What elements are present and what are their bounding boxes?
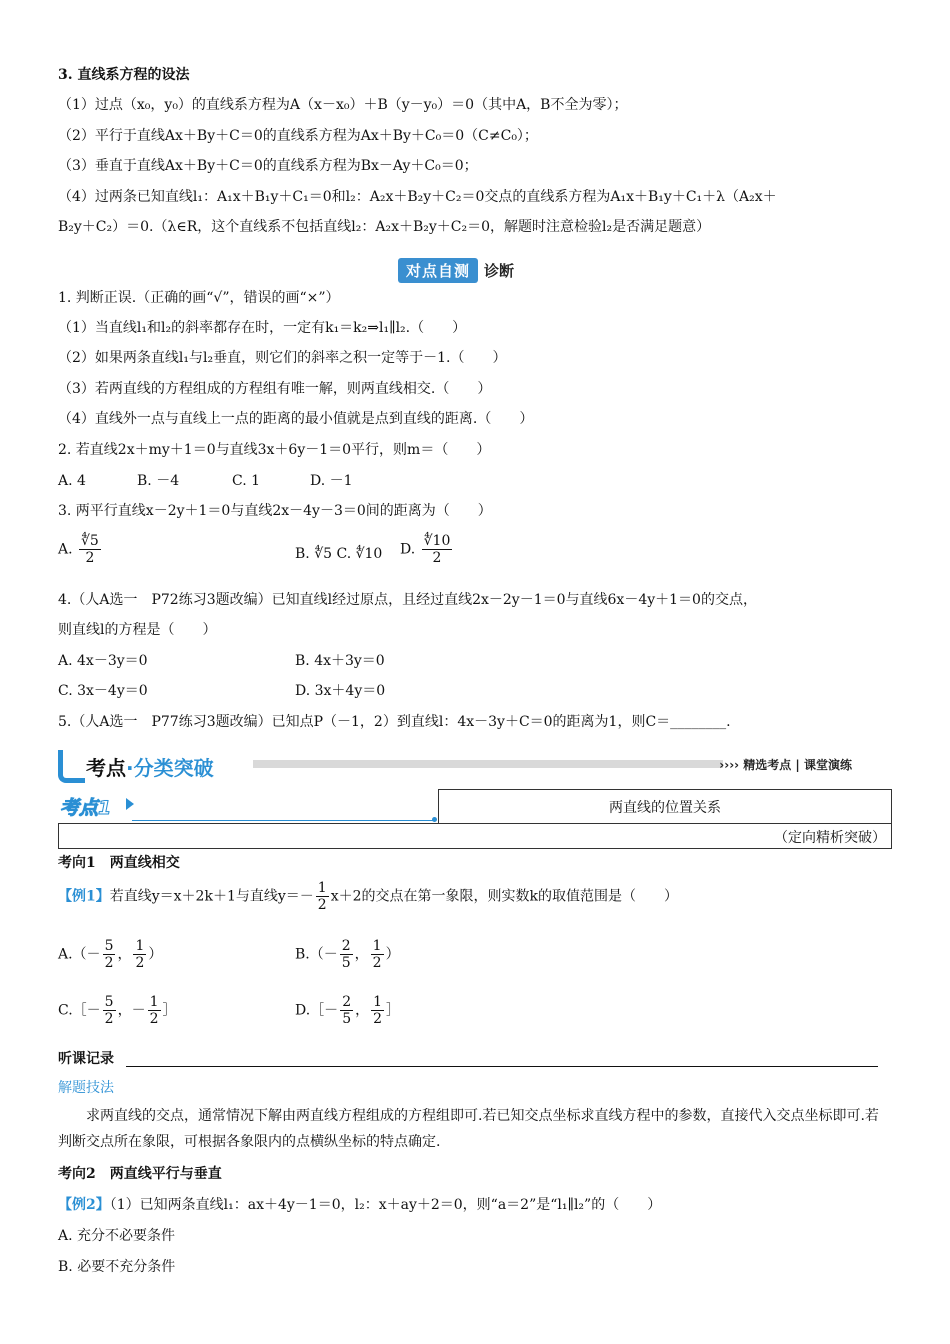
section-title: 3. 直线系方程的设法: [58, 67, 190, 83]
topic-box: [58, 789, 892, 849]
option-a: A. 充分不必要条件: [58, 1228, 176, 1244]
option-c: C. 3x－4y＝0: [58, 683, 148, 699]
arrow-right-icon: [126, 798, 134, 810]
question-item: （3）若两直线的方程组成的方程组有唯一解，则两直线相交.（ ）: [58, 381, 492, 397]
section-header: [58, 750, 892, 780]
corner-decoration: [58, 750, 85, 783]
question-stem: 则直线l的方程是（ ）: [58, 622, 217, 638]
option-d: D. 3x＋4y＝0: [295, 683, 386, 699]
option-b: B. 必要不充分条件: [58, 1259, 176, 1275]
badge-tail: 诊断: [484, 261, 515, 280]
option-b: B.（－ $\frac{2}{5}$ ， $\frac{1}{2}$ ）: [295, 938, 400, 971]
badge-tag: 对点自测: [398, 258, 478, 283]
option-bc: B. ∜5 C. ∜10: [295, 546, 383, 562]
option-a: A.（－ $\frac{5}{2}$ ， $\frac{1}{2}$ ）: [58, 938, 163, 971]
text-line: （2）平行于直线Ax＋By＋C＝0的直线系方程为Ax＋By＋C₀＝0（C≠C₀）；: [58, 128, 538, 144]
option-a: A. 4: [58, 473, 86, 489]
text-line: （4）过两条已知直线l₁：A₁x＋B₁y＋C₁＝0和l₂：A₂x＋B₂y＋C₂＝0交点的直线系方程为A₁x＋B₁y＋C₁＋λ（A₂x＋: [58, 189, 777, 205]
example-tag: 【例2】: [58, 1197, 110, 1213]
tips-body: 求两直线的交点，通常情况下解由两直线方程组成的方程组即可.若已知交点坐标求直线方程中的参数，直接代入交点坐标即可.若判断交点所在象限，可根据各象限内的点横纵坐标的特点确定.: [58, 1108, 879, 1150]
example-tag: 【例1】: [58, 888, 110, 905]
option-b: B. 4x＋3y＝0: [295, 653, 385, 669]
text-line: B₂y＋C₂）＝0.（λ∈R，这个直线系不包括直线l₂：A₂x＋B₂y＋C₂＝0，解题时注意检验l₂是否满足题意）: [58, 219, 711, 235]
question-item: （2）如果两条直线l₁与l₂垂直，则它们的斜率之积一定等于－1.（ ）: [58, 350, 507, 366]
option-d: D.［－ $\frac{2}{5}$ ， $\frac{1}{2}$ ］: [295, 994, 401, 1027]
example-stem: 【例1】若直线y＝x＋2k＋1与直线y＝－ $\frac{1}{2}$ x＋2的交点在第一象限，则实数k的取值范围是（ ）: [58, 880, 678, 913]
question-stem: 5.（人A选一 P77练习3题改编）已知点P（－1，2）到直线l：4x－3y＋C＝0的距离为1，则C＝________.: [58, 714, 731, 730]
question-stem: 3. 两平行直线x－2y＋1＝0与直线2x－4y－3＝0间的距离为（ ）: [58, 503, 492, 519]
text-line: （1）过点（x₀，y₀）的直线系方程为A（x－x₀）＋B（y－y₀）＝0（其中A，B不全为零）；: [58, 97, 628, 113]
section-header-title: 考点·分类突破: [86, 756, 214, 780]
option-d: D. $\frac{∜10}{2}$: [400, 533, 451, 566]
dot-icon: [432, 817, 437, 822]
question-item: （1）当直线l₁和l₂的斜率都存在时，一定有k₁＝k₂⇒l₁∥l₂.（ ）: [58, 320, 467, 336]
underline: [132, 820, 434, 821]
question-item: （4）直线外一点与直线上一点的距离的最小值就是点到直线的距离.（ ）: [58, 411, 534, 427]
question-stem: 2. 若直线2x＋my＋1＝0与直线3x＋6y－1＝0平行，则m＝（ ）: [58, 442, 491, 458]
option-c: C. 1: [232, 473, 261, 489]
option-a: A. $\frac{∜5}{2}$: [58, 533, 99, 566]
self-test-badge: [398, 257, 514, 283]
example-stem: 【例2】（1）已知两条直线l₁：ax＋4y－1＝0，l₂：x＋ay＋2＝0，则“a＝2”是“l₁∥l₂”的（ ）: [58, 1197, 662, 1213]
subsection-title: 考向2 两直线平行与垂直: [58, 1166, 222, 1182]
topic-frame-bottom: [58, 823, 892, 849]
text-line: （3）垂直于直线Ax＋By＋C＝0的直线系方程为Bx－Ay＋C₀＝0；: [58, 158, 478, 174]
subsection-title: 考向1 两直线相交: [58, 855, 180, 871]
tips-title: 解题技法: [58, 1080, 114, 1096]
question-stem: 1. 判断正误.（正确的画“√”，错误的画“×”）: [58, 290, 340, 306]
option-d: D. －1: [310, 473, 353, 489]
section-header-subtitle: ›››› 精选考点 | 课堂演练: [719, 758, 852, 772]
kaodian-label: 考点1: [60, 797, 112, 819]
notes-line[interactable]: [126, 1066, 878, 1067]
option-a: A. 4x－3y＝0: [58, 653, 148, 669]
topic-subtitle: （定向精析突破）: [774, 830, 886, 846]
option-b: B. －4: [137, 473, 180, 489]
divider: [253, 760, 723, 768]
option-c: C.［－ $\frac{5}{2}$ ，－ $\frac{1}{2}$ ］: [58, 994, 177, 1027]
notes-label: 听课记录: [58, 1051, 114, 1067]
topic-title: 两直线的位置关系: [609, 800, 721, 816]
question-stem: 4.（人A选一 P72练习3题改编）已知直线l经过原点，且经过直线2x－2y－1＝0与直线6x－4y＋1＝0的交点，: [58, 592, 757, 608]
